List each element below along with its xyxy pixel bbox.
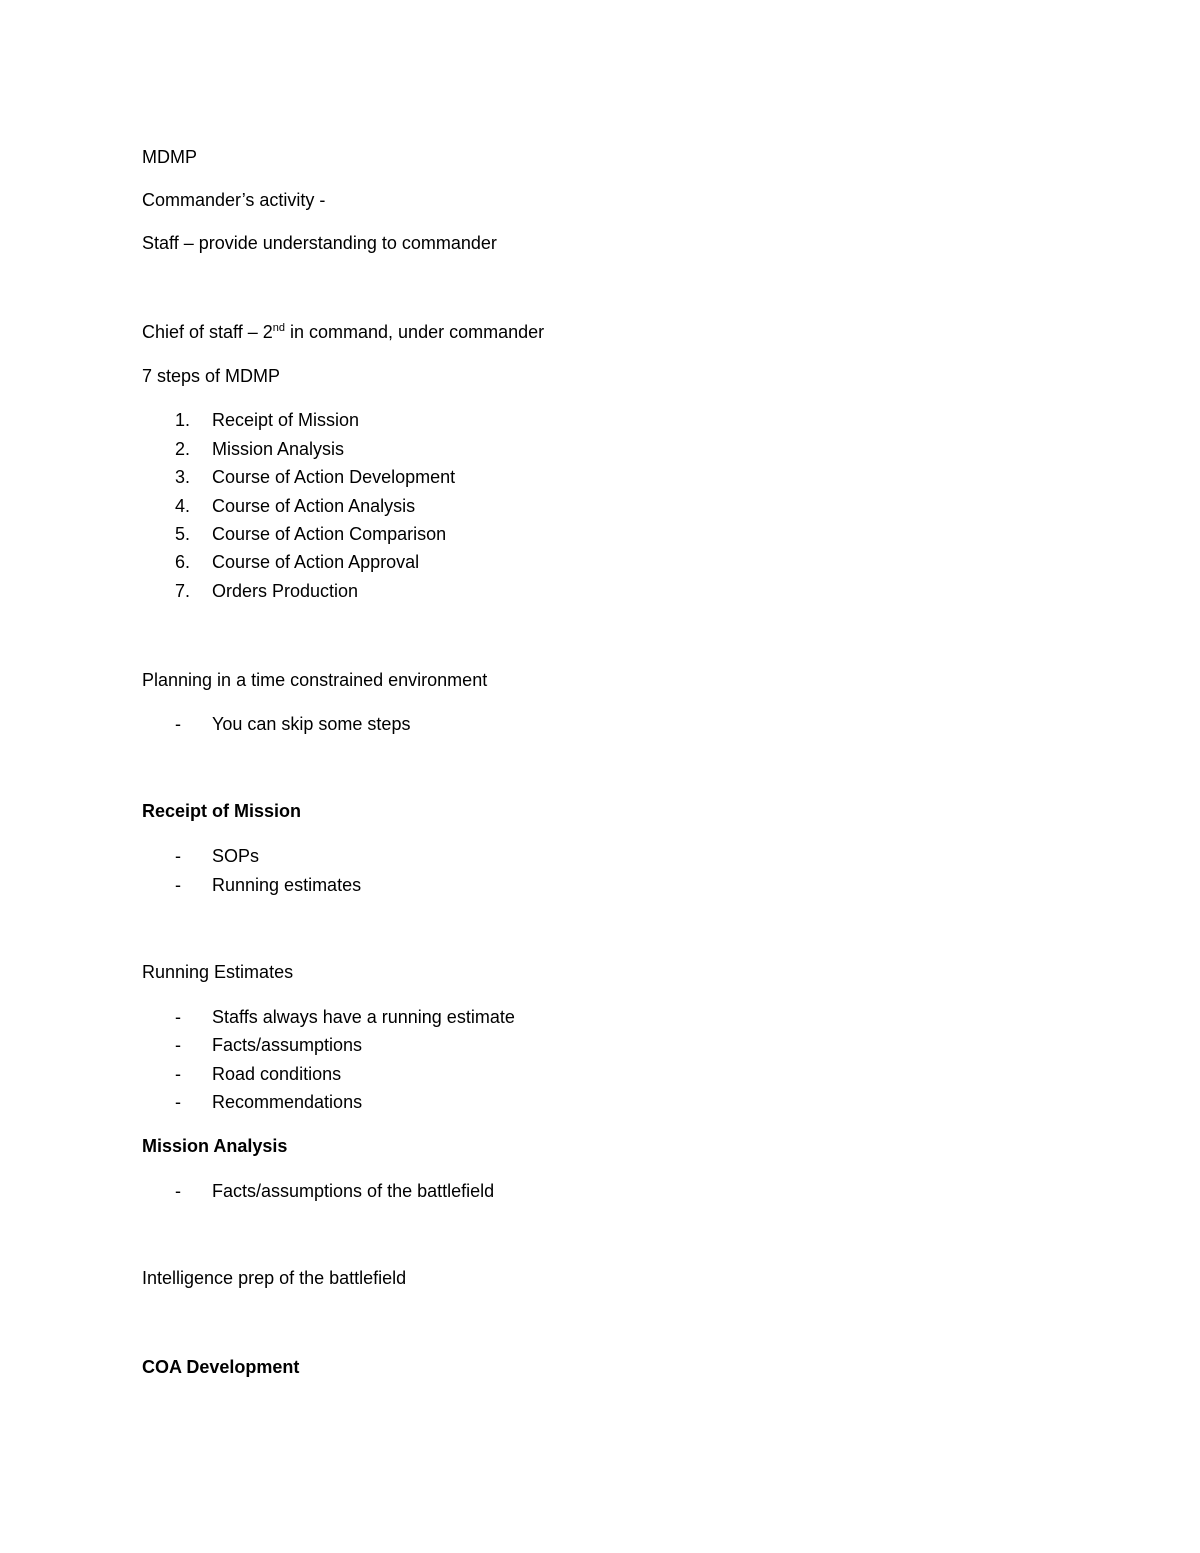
mission-heading: Mission Analysis (142, 1136, 288, 1156)
bullet-dash: - (175, 1007, 181, 1027)
list-item: Course of Action Analysis (212, 496, 416, 516)
staff-line: Staff – provide understanding to commander (142, 233, 497, 253)
list-number: 3. (175, 467, 191, 487)
list-item: Mission Analysis (212, 439, 345, 459)
bullet-dash: - (175, 846, 181, 866)
list-number: 5. (175, 524, 191, 544)
list-item: SOPs (212, 846, 260, 866)
bullet-dash: - (175, 714, 181, 734)
bullet-dash: - (175, 1092, 181, 1112)
chief-of-staff-sup: nd (272, 322, 285, 334)
list-item: Facts/assumptions (212, 1035, 363, 1055)
list-item: Receipt of Mission (212, 410, 360, 430)
bullet-dash: - (175, 1064, 181, 1084)
list-item: Orders Production (212, 581, 359, 601)
list-number: 7. (175, 581, 191, 601)
list-item: Course of Action Development (212, 467, 456, 487)
list-item: Recommendations (212, 1092, 363, 1112)
coa-heading: COA Development (142, 1357, 300, 1377)
doc-title: MDMP (142, 147, 197, 167)
planning-heading: Planning in a time constrained environment (142, 670, 488, 690)
intel-line: Intelligence prep of the battlefield (142, 1268, 407, 1288)
running-heading: Running Estimates (142, 962, 294, 982)
list-item: You can skip some steps (212, 714, 411, 734)
list-item: Running estimates (212, 875, 362, 895)
list-number: 4. (175, 496, 191, 516)
chief-of-staff-line (142, 321, 544, 343)
list-item: Staffs always have a running estimate (212, 1007, 515, 1027)
list-item: Road conditions (212, 1064, 342, 1084)
receipt-heading: Receipt of Mission (142, 801, 302, 821)
list-number: 6. (175, 552, 191, 572)
commander-activity: Commander’s activity - (142, 190, 326, 210)
list-item: Facts/assumptions of the battlefield (212, 1181, 495, 1201)
list-number: 1. (175, 410, 191, 430)
chief-of-staff-suffix: in command, under commander (285, 322, 545, 342)
chief-of-staff-prefix: Chief of staff – 2 (142, 322, 273, 342)
bullet-dash: - (175, 1035, 181, 1055)
list-number: 2. (175, 439, 191, 459)
bullet-dash: - (175, 1181, 181, 1201)
bullet-dash: - (175, 875, 181, 895)
list-item: Course of Action Comparison (212, 524, 447, 544)
list-item: Course of Action Approval (212, 552, 420, 572)
steps-heading: 7 steps of MDMP (142, 366, 281, 386)
